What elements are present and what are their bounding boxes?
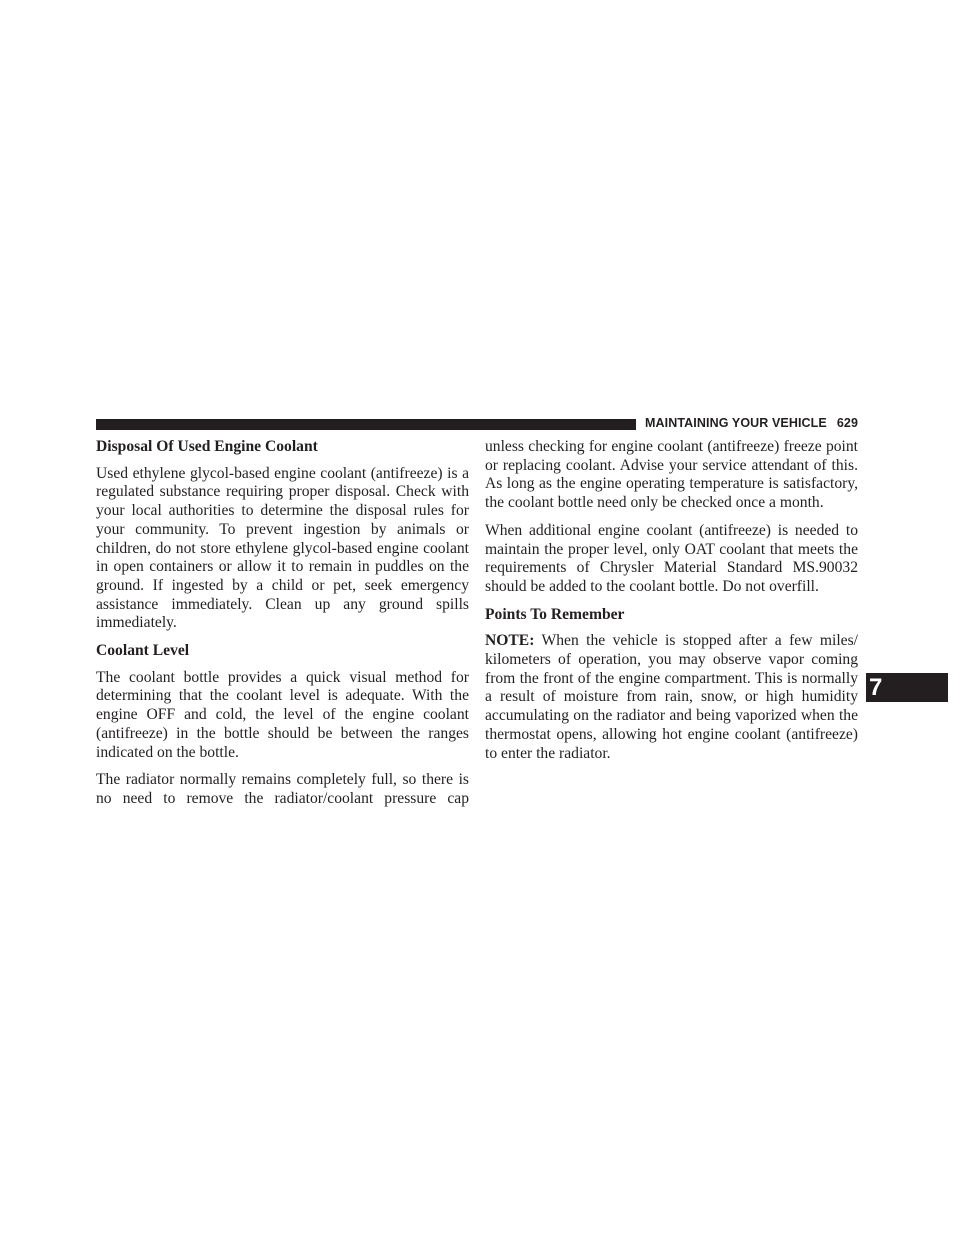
note-paragraph: [485, 632, 858, 763]
coolant-level-paragraph: The coolant bottle provides a quick visual method for determining that the coolant level is adequate. With the engine OFF and cold, the level of the engine coolant (antifreeze) in the bottle should be between the ranges indicated on the bottle.: [96, 668, 469, 761]
disposal-paragraph: Used ethylene glycol-based engine coolant (antifreeze) is a regulated substance requiring proper disposal. Check with your local authorities to determine the disposal rules for your community. To prevent ingestion by animals or children, do not store ethylene glycol-based engine coolant in open containers or allow it to remain in puddles on the ground. If ingested by a child or pet, seek emergency assistance immediately. Clean up any ground spills immediately.: [96, 464, 469, 632]
continuation-paragraph: unless checking for engine coolant (antifreeze) freeze point or replacing coolant. Advise your service attendant of this. As long as the engine operating temperature is satisfactory, the coolant bottle need only be checked once a month.: [485, 438, 858, 512]
points-to-remember-heading: Points To Remember: [485, 605, 625, 623]
right-column: [485, 438, 858, 772]
running-header: [645, 416, 858, 430]
left-column: [96, 438, 469, 818]
page-number: 629: [836, 416, 858, 430]
note-label: NOTE:: [485, 632, 535, 650]
chapter-tab: 7: [866, 673, 948, 702]
additional-coolant-paragraph: When additional engine coolant (antifreeze) is needed to maintain the proper level, only OAT coolant that meets the requirements of Chrysler Material Standard MS.90032 should be added to the coolant bottle. Do not overfill.: [485, 521, 858, 595]
coolant-level-heading: Coolant Level: [96, 642, 190, 660]
header-rule: [96, 419, 636, 430]
radiator-paragraph: The radiator normally remains completely full, so there is no need to remove the radiator/coolant pressure cap: [96, 771, 469, 807]
note-text: When the vehicle is stopped after a few miles/ kilometers of operation, you may observe vapor coming from the front of the engine compartment. This is normally a result of moisture from rain, snow, or high humidity accumulating on the radiator and being vaporized when the thermostat opens, allowing hot engine coolant (antifreeze) to enter the radiator.: [485, 632, 858, 762]
section-title: MAINTAINING YOUR VEHICLE: [645, 416, 827, 430]
disposal-heading: Disposal Of Used Engine Coolant: [96, 438, 318, 455]
